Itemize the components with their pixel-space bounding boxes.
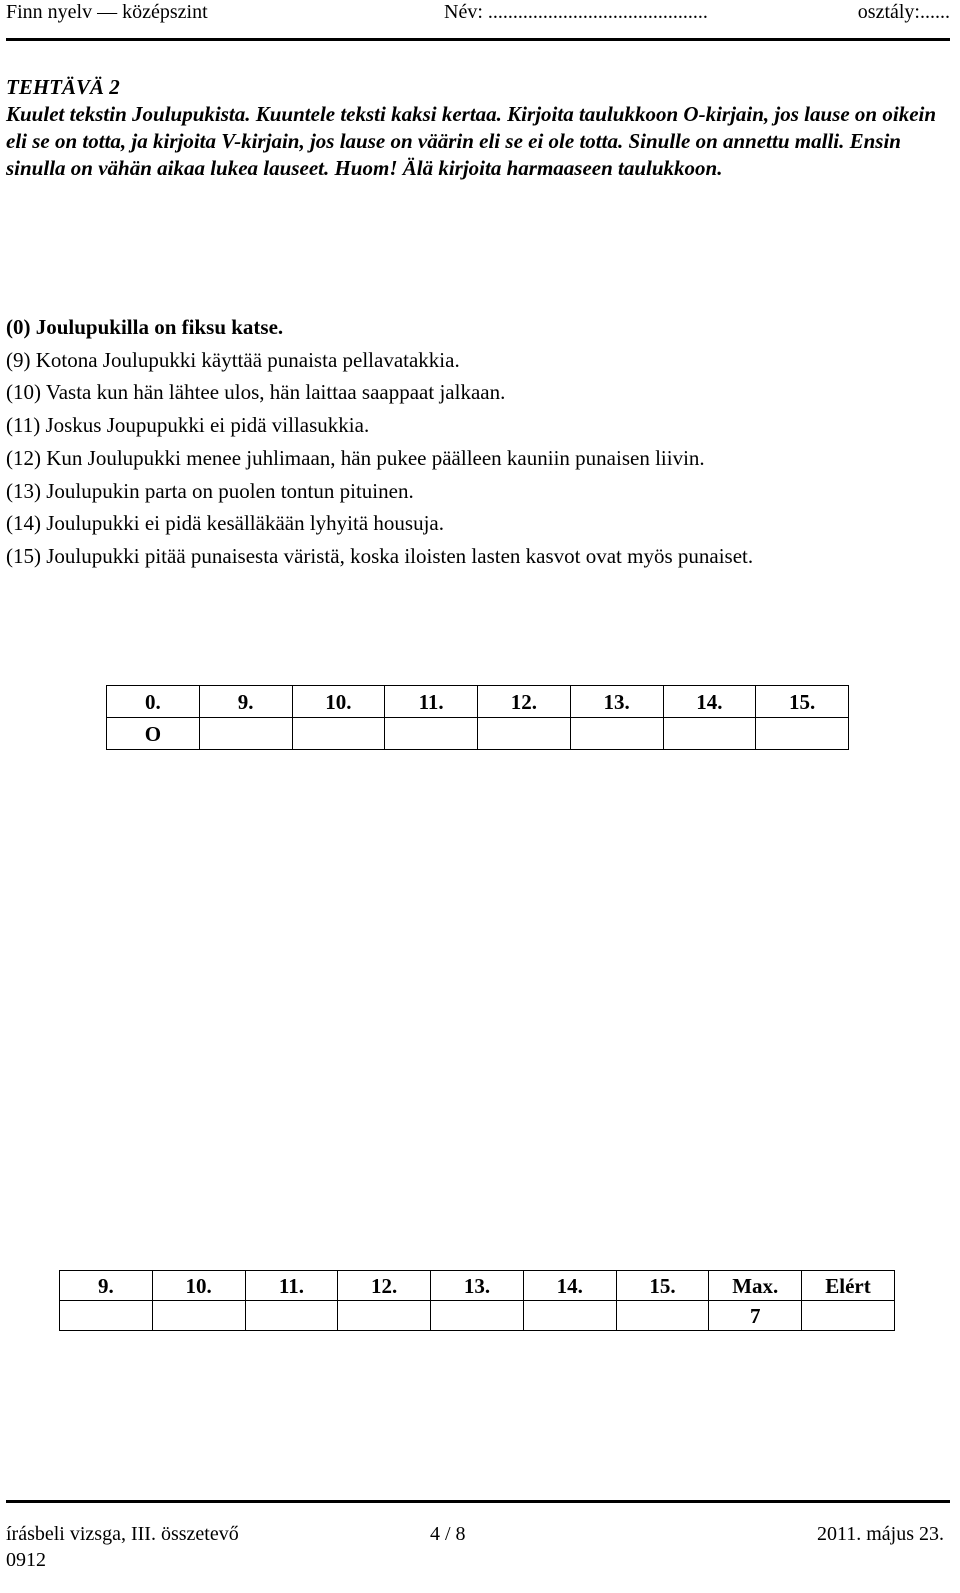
answer-table	[106, 685, 849, 750]
score-table	[59, 1270, 895, 1331]
score-header-cell: 13.	[431, 1271, 524, 1301]
answer-cell[interactable]	[663, 718, 756, 750]
answer-header-row	[107, 686, 849, 718]
answer-cell[interactable]	[385, 718, 478, 750]
answer-cell[interactable]	[756, 718, 849, 750]
score-achieved-cell	[802, 1301, 895, 1331]
sentence-item: (14) Joulupukki ei pidä kesälläkään lyhyitä housuja.	[6, 511, 444, 536]
answer-header-cell: 10.	[292, 686, 385, 718]
task-instruction: Kuulet tekstin Joulupukista. Kuuntele teksti kaksi kertaa. Kirjoita taulukkoon O-kirjain, jos lause on oikein eli se on totta, ja kirjoita V-kirjain, jos lause on väärin eli se ei ole totta. Sinulle on annettu malli. Ensin sinulla on vähän aikaa lukea lauseet. Huom! Älä kirjoita harmaaseen taulukkoon.	[6, 102, 937, 180]
exam-code: 0912	[6, 1549, 46, 1571]
sentence-example: (0) Joulupukilla on fiksu katse.	[6, 315, 284, 339]
score-cell	[245, 1301, 338, 1331]
answer-cell[interactable]	[199, 718, 292, 750]
exam-label: írásbeli vizsga, III. összetevő	[6, 1523, 239, 1545]
answer-example-cell: O	[107, 718, 200, 750]
header-divider	[6, 38, 950, 41]
answer-header-cell: 12.	[478, 686, 571, 718]
sentence-item: (11) Joskus Joupupukki ei pidä villasukkia.	[6, 413, 370, 438]
sentence-item: (15) Joulupukki pitää punaisesta väristä, koska iloisten lasten kasvot ovat myös punaiset.	[6, 543, 754, 568]
answer-cell[interactable]	[292, 718, 385, 750]
score-header-cell: 9.	[60, 1271, 153, 1301]
score-cell	[152, 1301, 245, 1331]
page-number: 4 / 8	[430, 1523, 466, 1545]
answer-header-cell: 13.	[570, 686, 663, 718]
score-header-cell: 11.	[245, 1271, 338, 1301]
exam-date: 2011. május 23.	[816, 1523, 944, 1545]
answer-cell[interactable]	[478, 718, 571, 750]
score-header-row	[60, 1271, 895, 1301]
footer-divider	[6, 1500, 950, 1503]
sentence-list	[6, 311, 946, 573]
answer-header-cell: 0.	[107, 686, 200, 718]
score-header-cell-max: Max.	[709, 1271, 802, 1301]
sentence-item: (13) Joulupukin parta on puolen tontun pituinen.	[6, 478, 414, 503]
score-cell	[431, 1301, 524, 1331]
answer-header-cell: 15.	[756, 686, 849, 718]
sentence-item: (12) Kun Joulupukki menee juhlimaan, hän pukee päälleen kauniin punaisen liivin.	[6, 445, 705, 470]
subject-label: Finn nyelv — középszint	[6, 1, 208, 23]
score-max-cell: 7	[709, 1301, 802, 1331]
sentence-item: (10) Vasta kun hän lähtee ulos, hän laittaa saappaat jalkaan.	[6, 380, 506, 405]
class-field: osztály:......	[857, 1, 950, 23]
answer-row	[107, 718, 849, 750]
score-header-cell-achieved: Elért	[802, 1271, 895, 1301]
name-field: Név: ............................................	[444, 1, 708, 23]
answer-header-cell: 11.	[385, 686, 478, 718]
score-row	[60, 1301, 895, 1331]
score-header-cell: 15.	[616, 1271, 709, 1301]
task-title: TEHTÄVÄ 2	[6, 75, 120, 99]
score-cell	[616, 1301, 709, 1331]
task-block	[6, 74, 946, 182]
score-cell	[523, 1301, 616, 1331]
answer-header-cell: 9.	[199, 686, 292, 718]
score-cell	[60, 1301, 153, 1331]
page-header	[6, 0, 950, 38]
answer-header-cell: 14.	[663, 686, 756, 718]
score-header-cell: 12.	[338, 1271, 431, 1301]
sentence-item: (9) Kotona Joulupukki käyttää punaista pellavatakkia.	[6, 347, 460, 372]
score-cell	[338, 1301, 431, 1331]
score-header-cell: 10.	[152, 1271, 245, 1301]
score-header-cell: 14.	[523, 1271, 616, 1301]
answer-cell[interactable]	[570, 718, 663, 750]
